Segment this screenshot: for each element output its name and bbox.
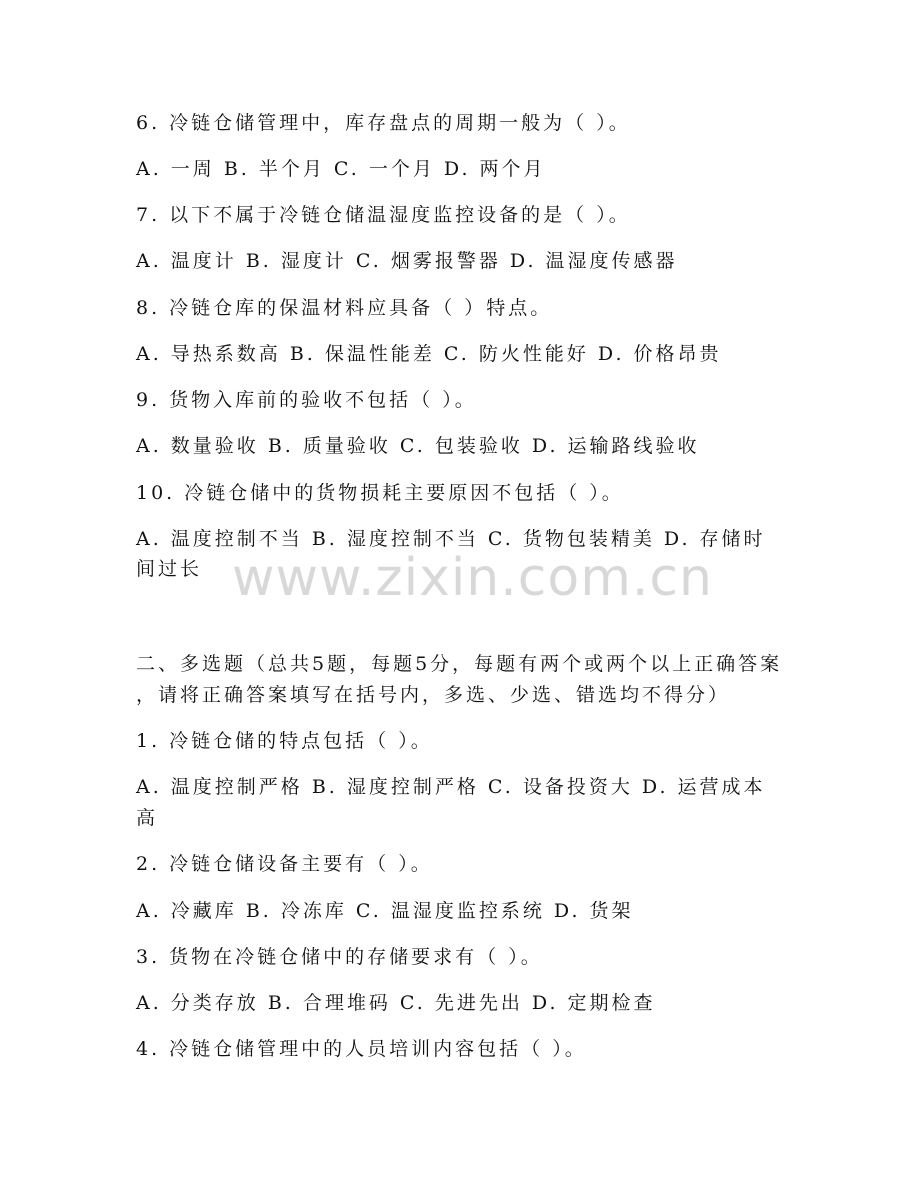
- mc-question-1-options-cont: 高: [136, 807, 159, 829]
- question-6: 6. 冷链仓储管理中，库存盘点的周期一般为（ ）。: [136, 112, 631, 134]
- watermark: www.zixin.com.cn: [232, 548, 713, 608]
- question-9: 9. 货物入库前的验收不包括（ ）。: [136, 389, 477, 411]
- question-10-options: A. 温度控制不当 B. 湿度控制不当 C. 货物包装精美 D. 存储时: [136, 528, 766, 550]
- section-instructions: ，请将正确答案填写在括号内，多选、少选、错选均不得分）: [136, 684, 731, 706]
- mc-question-3-options: A. 分类存放 B. 合理堆码 C. 先进先出 D. 定期检查: [136, 992, 656, 1014]
- mc-question-4: 4. 冷链仓储管理中的人员培训内容包括（ ）。: [136, 1038, 587, 1060]
- question-9-options: A. 数量验收 B. 质量验收 C. 包装验收 D. 运输路线验收: [136, 435, 700, 457]
- question-10-options-cont: 间过长: [136, 558, 203, 580]
- mc-question-2: 2. 冷链仓储设备主要有（ ）。: [136, 853, 433, 875]
- question-7: 7. 以下不属于冷链仓储温湿度监控设备的是（ ）。: [136, 204, 631, 226]
- mc-question-2-options: A. 冷藏库 B. 冷冻库 C. 温湿度监控系统 D. 货架: [136, 900, 634, 922]
- question-8-options: A. 导热系数高 B. 保温性能差 C. 防火性能好 D. 价格昂贵: [136, 343, 722, 365]
- mc-question-1-options: A. 温度控制严格 B. 湿度控制严格 C. 设备投资大 D. 运营成本: [136, 776, 766, 798]
- question-6-options: A. 一周 B. 半个月 C. 一个月 D. 两个月: [136, 158, 546, 180]
- section-heading-multiple-choice: 二、多选题（总共5题，每题5分，每题有两个或两个以上正确答案: [136, 653, 783, 675]
- question-7-options: A. 温度计 B. 湿度计 C. 烟雾报警器 D. 温湿度传感器: [136, 250, 678, 272]
- question-10: 10. 冷链仓储中的货物损耗主要原因不包括（ ）。: [136, 482, 624, 504]
- mc-question-3: 3. 货物在冷链仓储中的存储要求有（ ）。: [136, 946, 543, 968]
- question-8: 8. 冷链仓库的保温材料应具备（ ）特点。: [136, 297, 553, 319]
- mc-question-1: 1. 冷链仓储的特点包括（ ）。: [136, 730, 433, 752]
